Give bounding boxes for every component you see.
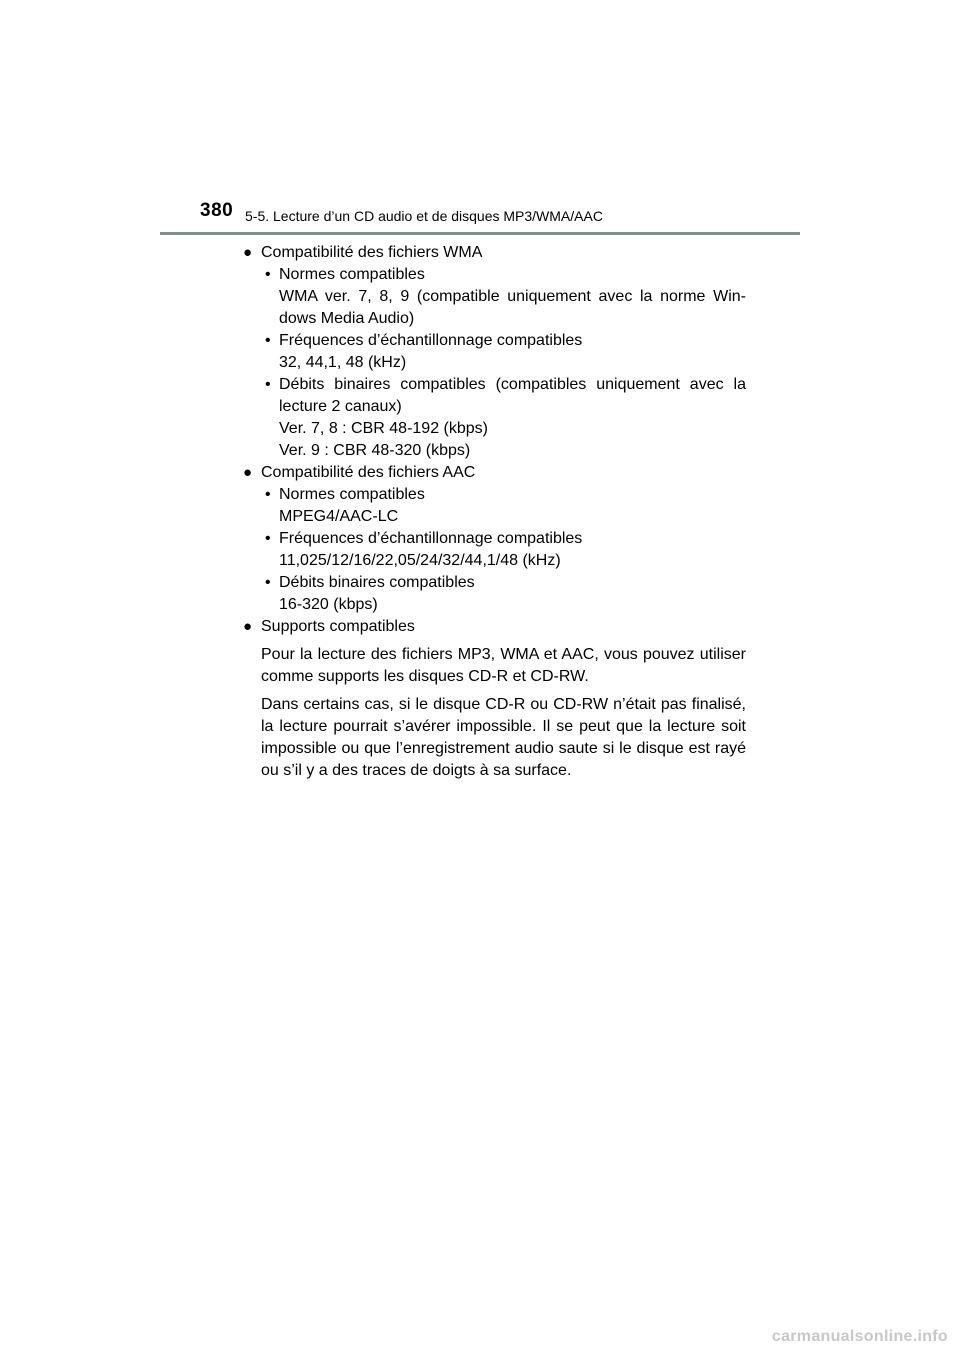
- page-content: [243, 242, 746, 782]
- wma-bitrate-item: [243, 374, 746, 418]
- media-paragraph-2: Dans certains cas, si le disque CD-R ou CD-RW n’était pas finalisé, la lecture pourrait s’avérer impossible. Il se peut que la lecture soit impossible ou que l’enregistrement audio saute si le disque est rayé ou s’il y a des traces de doigts à sa surface.: [261, 696, 746, 779]
- wma-sampling-value: 32, 44,1, 48 (kHz): [279, 354, 407, 371]
- page-number: 380: [200, 200, 234, 221]
- aac-title: Compatibilité des fichiers AAC: [261, 464, 476, 481]
- aac-sampling-value: 11,025/12/16/22,05/24/32/44,1/48 (kHz): [279, 552, 561, 569]
- header-rule: [160, 232, 800, 235]
- sub-bullet-icon: •: [265, 530, 271, 547]
- aac-section: [243, 462, 746, 484]
- wma-standards-item: [243, 264, 746, 286]
- aac-standards-item: [243, 484, 746, 506]
- sub-bullet-icon: •: [265, 574, 271, 591]
- wma-bitrate-label-line2: lecture 2 canaux): [279, 398, 402, 415]
- wma-bitrate-label-line1: Débits binaires compatibles (compatibles uniquement avec la: [279, 376, 746, 393]
- aac-bitrate-label: Débits binaires compatibles: [279, 574, 475, 591]
- wma-section: [243, 242, 746, 264]
- wma-sampling-item: [243, 330, 746, 352]
- wma-title: Compatibilité des fichiers WMA: [261, 244, 483, 261]
- wma-bitrate-value-2: Ver. 9 : CBR 48-320 (kbps): [279, 442, 471, 459]
- sub-bullet-icon: •: [265, 332, 271, 349]
- section-title: 5-5. Lecture d’un CD audio et de disques MP3/WMA/AAC: [245, 208, 603, 224]
- wma-standards-value-line2: dows Media Audio): [279, 310, 415, 327]
- aac-standards-value: MPEG4/AAC-LC: [279, 508, 399, 525]
- sub-bullet-icon: •: [265, 376, 271, 393]
- wma-sampling-label: Fréquences d’échantillonnage compatibles: [279, 332, 583, 349]
- aac-bitrate-item: [243, 572, 746, 594]
- wma-standards-value: [243, 286, 746, 330]
- wma-standards-label: Normes compatibles: [279, 266, 425, 283]
- bullet-icon: ●: [243, 464, 253, 481]
- aac-standards-label: Normes compatibles: [279, 486, 425, 503]
- wma-bitrate-value-1: Ver. 7, 8 : CBR 48-192 (kbps): [279, 420, 488, 437]
- aac-bitrate-value: 16-320 (kbps): [279, 596, 378, 613]
- aac-sampling-item: [243, 528, 746, 550]
- wma-standards-value-line1: WMA ver. 7, 8, 9 (compatible uniquement avec la norme Win-: [279, 288, 746, 305]
- media-title: Supports compatibles: [261, 618, 415, 635]
- media-paragraph-1: Pour la lecture des fichiers MP3, WMA et AAC, vous pouvez utiliser comme supports les disques CD-R et CD-RW.: [261, 646, 746, 685]
- sub-bullet-icon: •: [265, 266, 271, 283]
- watermark: carmanualsonline.info: [771, 1328, 948, 1345]
- bullet-icon: ●: [243, 618, 253, 635]
- media-section: [243, 616, 746, 638]
- sub-bullet-icon: •: [265, 486, 271, 503]
- aac-sampling-label: Fréquences d’échantillonnage compatibles: [279, 530, 583, 547]
- bullet-icon: ●: [243, 244, 253, 261]
